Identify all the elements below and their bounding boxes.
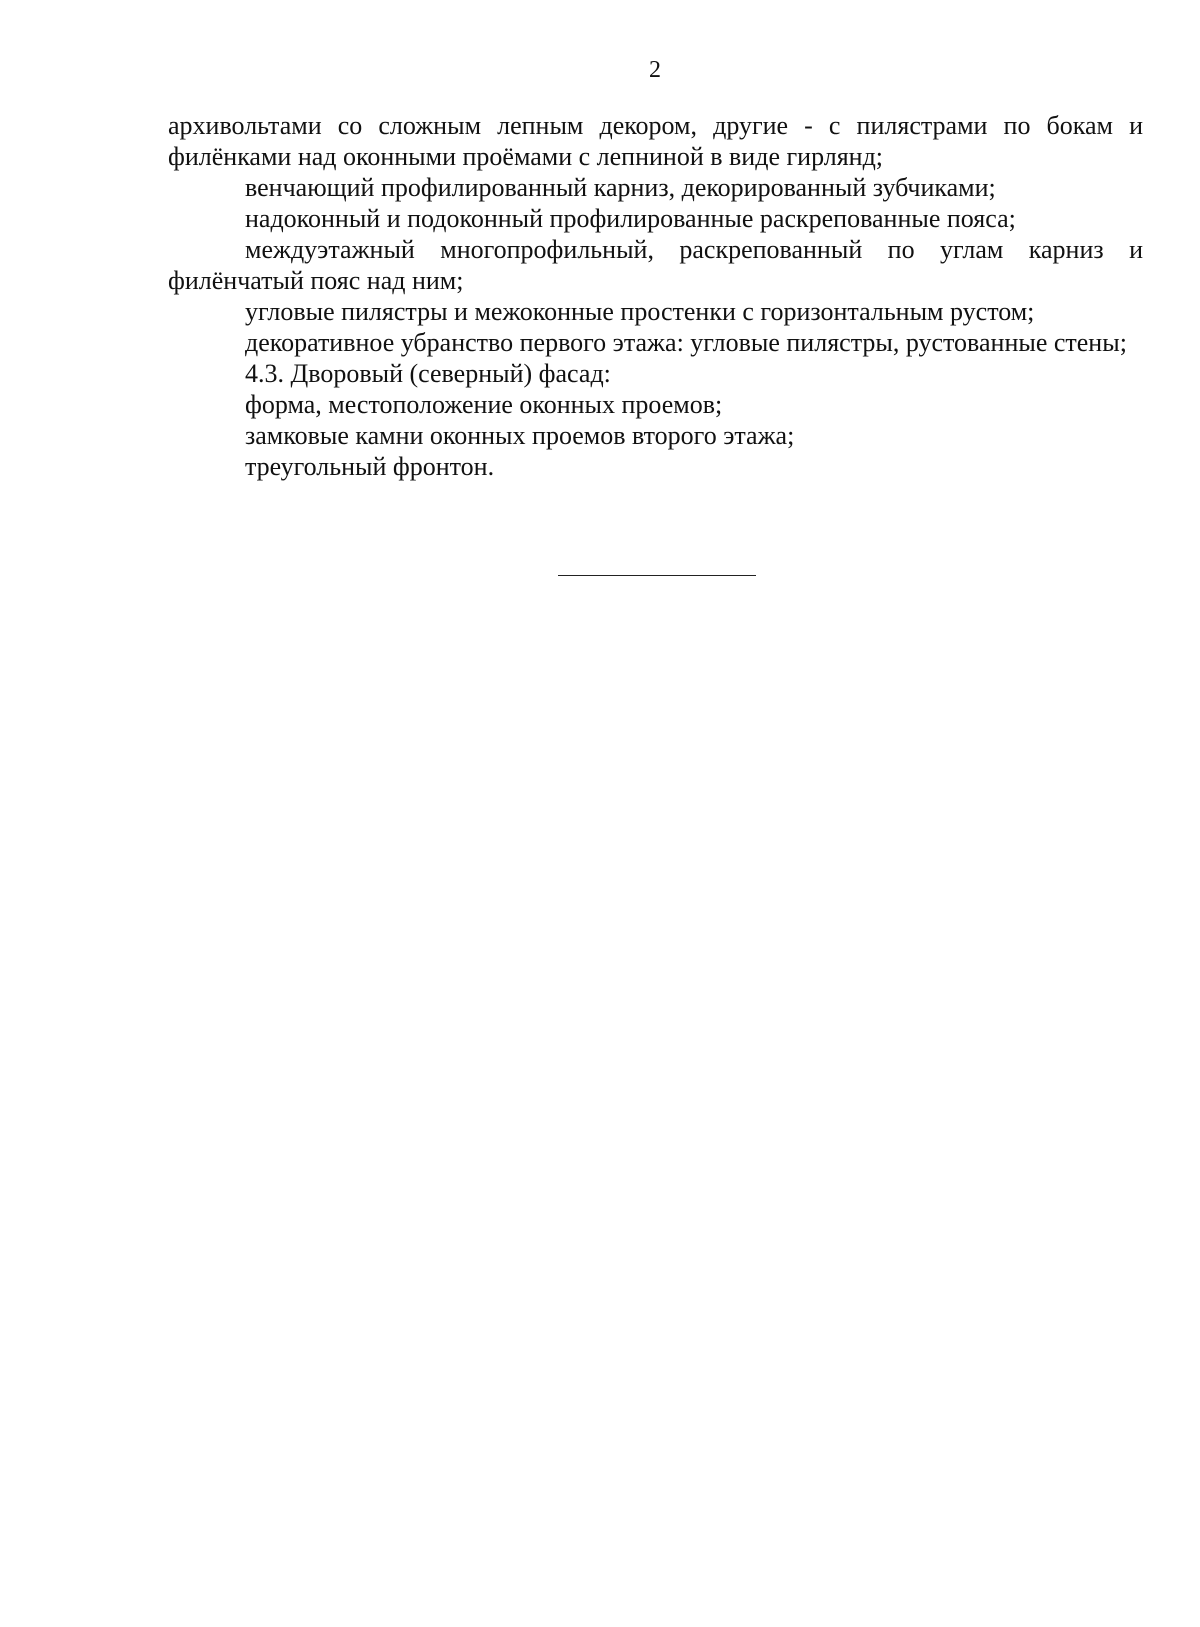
end-separator-line — [558, 575, 756, 576]
paragraph-window-openings: форма, местоположение оконных проемов; — [245, 390, 723, 419]
section-heading-courtyard-facade: 4.3. Дворовый (северный) фасад: — [245, 359, 611, 388]
page-number: 2 — [649, 57, 661, 83]
paragraph-first-floor-decor: декоративное убранство первого этажа: угловые пилястры, рустованные стены; — [245, 328, 1127, 357]
paragraph-keystones: замковые камни оконных проемов второго этажа; — [245, 421, 795, 450]
paragraph-pediment: треугольный фронтон. — [245, 452, 495, 481]
paragraph-window-belts: надоконный и подоконный профилированные раскрепованные пояса; — [245, 204, 1016, 233]
paragraph-pilasters: угловые пилястры и межоконные простенки с горизонтальным рустом; — [245, 297, 1035, 326]
paragraph-continuation: архивольтами со сложным лепным декором, другие - с пилястрами по бокам и филёнками над оконными проёмами с лепниной в виде гирлянд; — [168, 111, 1143, 171]
document-body — [168, 110, 1143, 482]
paragraph-interfloor-cornice: междуэтажный многопрофильный, раскрепованный по углам карниз и филёнчатый пояс над ним; — [168, 235, 1143, 295]
paragraph-cornice: венчающий профилированный карниз, декорированный зубчиками; — [245, 173, 996, 202]
